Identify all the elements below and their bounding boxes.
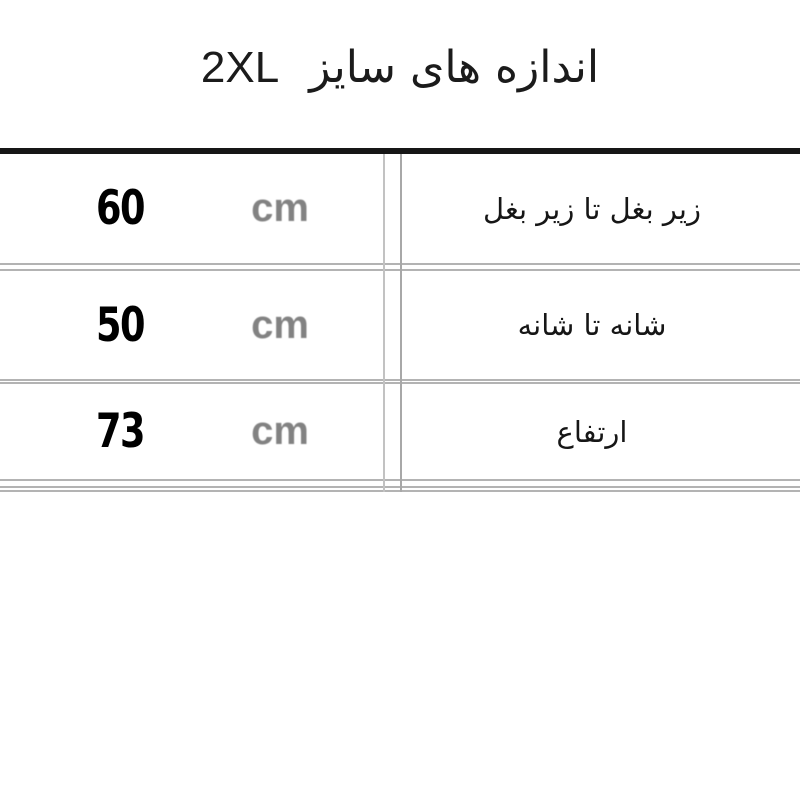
page-title <box>0 40 800 96</box>
measurement-value-cell <box>0 271 384 379</box>
measurement-label-cell <box>384 384 800 479</box>
measurement-value: 73 <box>96 404 144 459</box>
title-size-value: 2XL <box>200 43 280 92</box>
measurement-value-cell <box>0 154 384 263</box>
measurement-label-cell <box>384 154 800 263</box>
measurement-unit: cm <box>251 186 309 230</box>
measurement-label: ارتفاع <box>556 414 628 449</box>
measurement-label: زیر بغل تا زیر بغل <box>483 191 701 226</box>
measurement-value: 50 <box>96 297 144 353</box>
title-text: اندازه های سایز <box>309 42 600 93</box>
measurement-value-cell <box>0 384 384 479</box>
measurement-label: شانه تا شانه <box>517 308 667 342</box>
column-divider-line-left <box>383 154 385 492</box>
size-table <box>0 148 800 492</box>
measurement-label-cell <box>384 271 800 379</box>
measurement-unit: cm <box>251 409 309 453</box>
measurement-value: 60 <box>96 181 144 236</box>
measurement-unit: cm <box>251 302 309 347</box>
column-divider-line-right <box>400 154 402 492</box>
